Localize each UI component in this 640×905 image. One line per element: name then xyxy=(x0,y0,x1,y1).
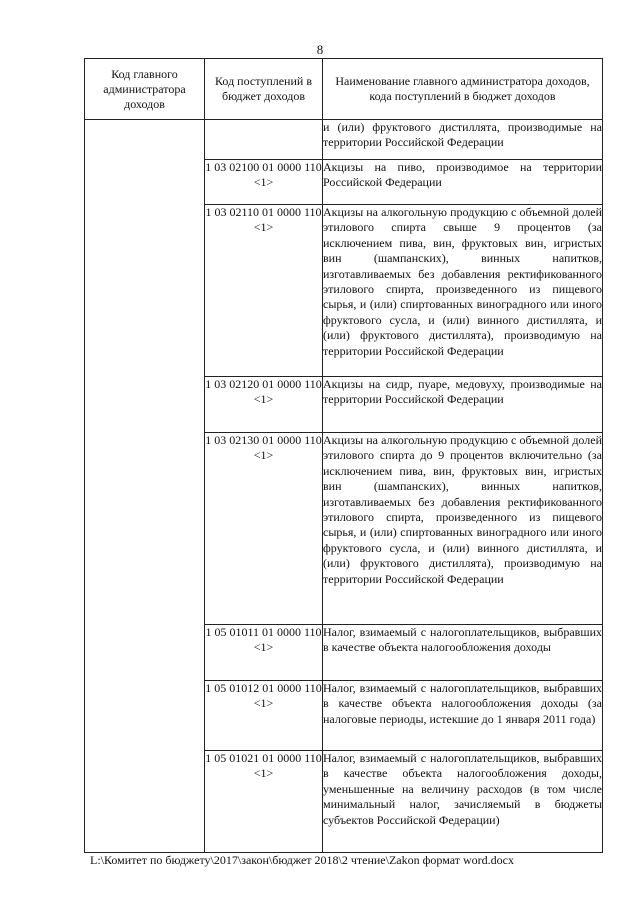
table-header-row xyxy=(85,59,603,120)
revenue-name-cell: Акцизы на алкогольную продукцию с объемной долей этилового спирта до 9 процентов включительно (за исключением пива, вин, фруктовых вин, игристых вин (шампанских), винных напитков, изготавливаемых без добавления ректификованного этилового спирта, произведенного из пищевого сырья, и (или) спиртованных виноградного или иного фруктового сусла, и (или) винного дистиллята, и (или) фруктового дистиллята), производимую на территории Российской Федерации xyxy=(323,433,603,625)
footer-file-path: L:\Комитет по бюджету\2017\закон\бюджет 2018\2 чтение\Zakon формат word.docx xyxy=(90,853,514,867)
revenue-code-cell: 1 05 01021 01 0000 110 <1> xyxy=(205,751,323,853)
revenue-name-cell: и (или) фруктового дистиллята, производимые на территории Российской Федерации xyxy=(323,120,603,160)
header-admin-code: Код главного администратора доходов xyxy=(85,59,205,120)
header-revenue-code: Код поступлений в бюджет доходов xyxy=(205,59,323,120)
table-row xyxy=(85,120,603,160)
revenue-name-cell: Акцизы на сидр, пуаре, медовуху, производимые на территории Российской Федерации xyxy=(323,377,603,433)
admin-code-cell xyxy=(85,120,205,853)
revenue-code-cell: 1 05 01011 01 0000 110 <1> xyxy=(205,625,323,681)
revenue-name-cell: Налог, взимаемый с налогоплательщиков, выбравших в качестве объекта налогообложения доходы xyxy=(323,625,603,681)
revenue-code-cell xyxy=(205,120,323,160)
revenue-code-cell: 1 03 02130 01 0000 110 <1> xyxy=(205,433,323,625)
revenue-code-cell: 1 05 01012 01 0000 110 <1> xyxy=(205,681,323,751)
revenue-name-cell: Налог, взимаемый с налогоплательщиков, выбравших в качестве объекта налогообложения доходы (за налоговые периоды, истекшие до 1 января 2011 года) xyxy=(323,681,603,751)
revenue-code-cell: 1 03 02110 01 0000 110 <1> xyxy=(205,205,323,377)
revenue-name-cell: Акцизы на алкогольную продукцию с объемной долей этилового спирта свыше 9 процентов (за исключением пива, вин, фруктовых вин, игристых вин (шампанских), винных напитков, изготавливаемых без добавления ректификованного этилового спирта, произведенного из пищевого сырья, и (или) спиртованных виноградного или иного фруктового сусла, и (или) винного дистиллята, и (или) фруктового дистиллята), производимую на территории Российской Федерации xyxy=(323,205,603,377)
revenue-code-cell: 1 03 02100 01 0000 110 <1> xyxy=(205,160,323,205)
revenue-name-cell: Акцизы на пиво, производимое на территории Российской Федерации xyxy=(323,160,603,205)
header-name: Наименование главного администратора доходов, кода поступлений в бюджет доходов xyxy=(323,59,603,120)
revenue-name-cell: Налог, взимаемый с налогоплательщиков, выбравших в качестве объекта налогообложения доходы, уменьшенные на величину расходов (в том числе минимальный налог, зачисляемый в бюджеты субъектов Российской Федерации) xyxy=(323,751,603,853)
revenue-code-cell: 1 03 02120 01 0000 110 <1> xyxy=(205,377,323,433)
revenue-codes-table xyxy=(84,58,603,853)
page-number: 8 xyxy=(316,42,324,57)
